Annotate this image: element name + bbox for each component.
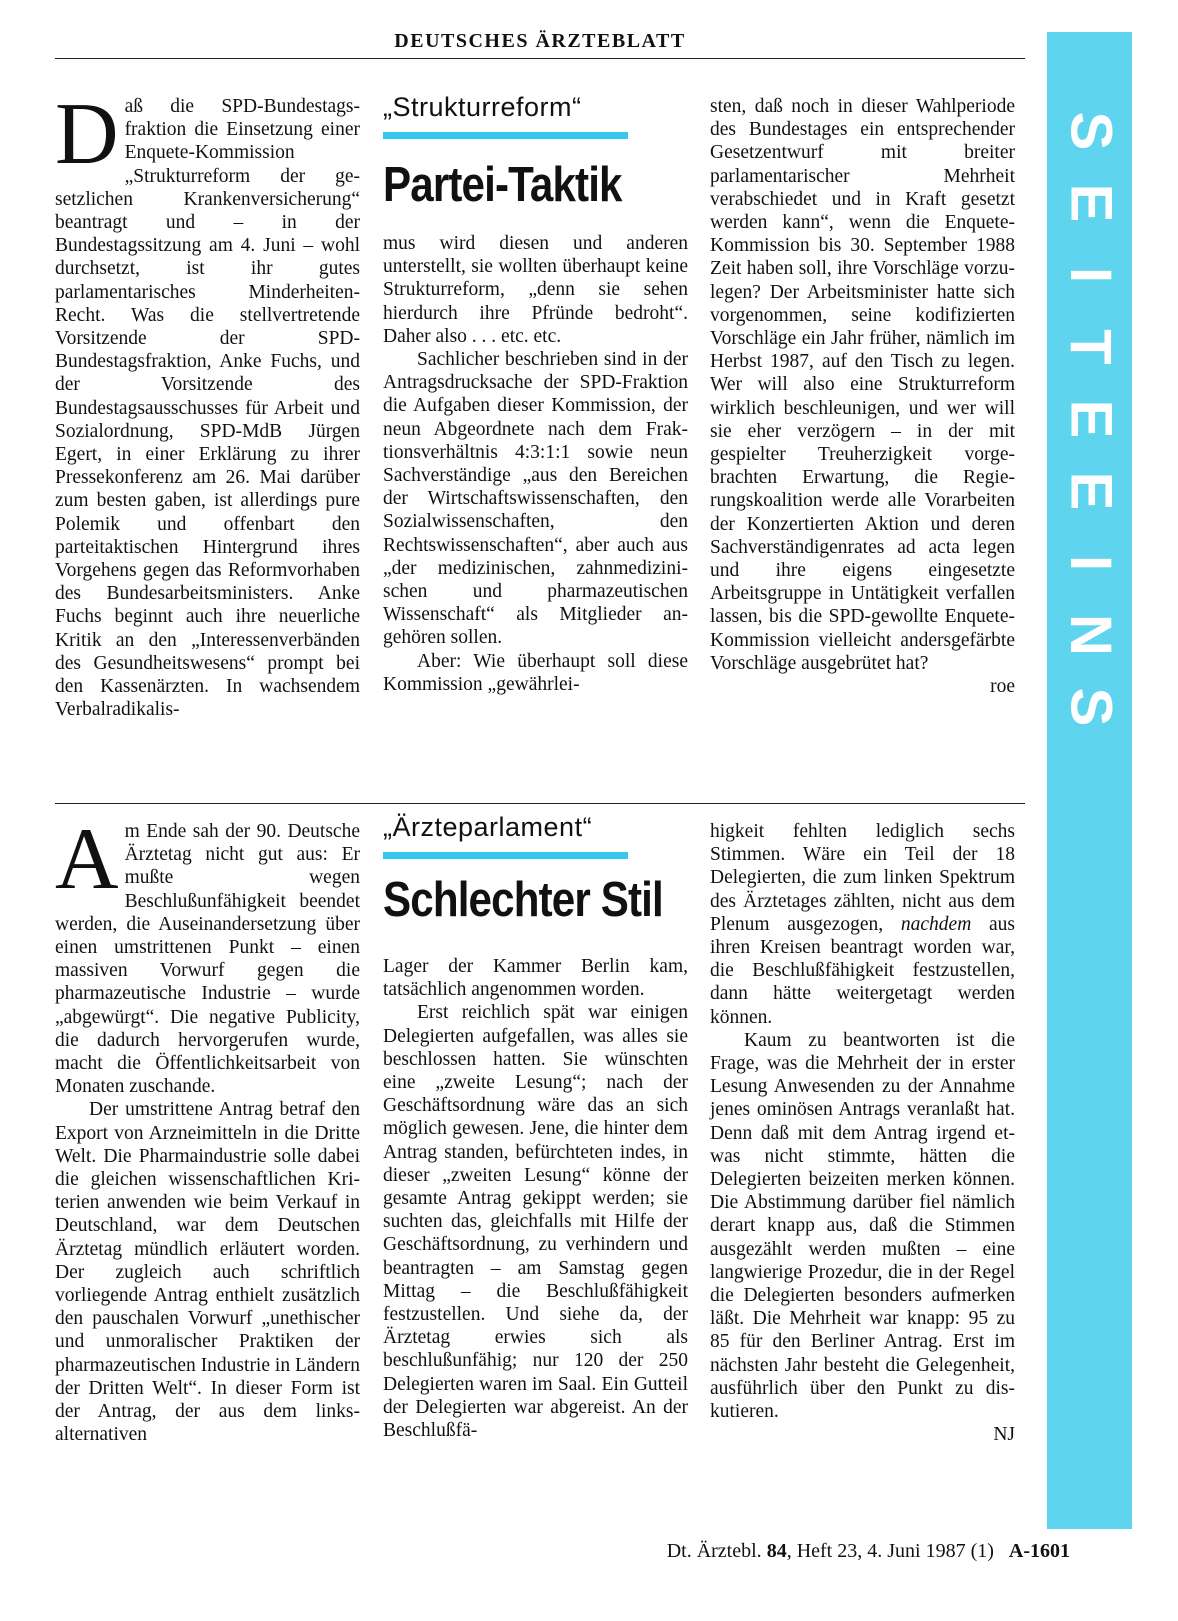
sidebar-letter: I [1058, 266, 1123, 284]
sidebar-letter: E [1058, 399, 1123, 439]
paragraph: Der umstrittene Antrag betraf den Export von Arzneimitteln in die Dritte Welt. Die Pharmaindustrie solle dabei die gleichen wissenschaftlichen Kriterien anwenden wie beim Verkauf in Deutschland, war dem Deutschen Ärztetag mündlich erläutert worden. Der zugleich auch schriftlich vorliegende Antrag enthielt zusätzlich den pauschalen Vorwurf „unethischer und unmoralischer Praktiken der pharmazeutischen Industrie in Ländern der Dritten Welt“. In dieser Form ist der Antrag, der aus dem links-alternativen [55, 1099, 360, 1446]
article1-kicker-underline [383, 132, 628, 139]
sidebar-letters [1055, 95, 1125, 743]
article2-column-1 [55, 811, 360, 1446]
sidebar-letter: E [1058, 183, 1123, 223]
paragraph: Kaum zu beantworten ist die Frage, was die Mehrheit der in erster Lesung Anwesenden zu der Annahme jenes ominösen Antrags veranlaßt hat. Denn daß mit dem Antrag irgend etwas nicht stimmte, hätten die Delegierten beizeiten merken können. Die Abstimmung darüber fiel nämlich derart knapp aus, daß die Stimmen ausgezählt werden mußten – eine langwierige Prozedur, die in der Regel die Delegierten besonders aufmerken läßt. Die Mehrheit war knapp: 95 zu 85 für den Berliner Antrag. Erst im nächsten Jahr besteht die Gelegenheit, ausführlich über den Punkt zu diskutieren. [710, 1029, 1015, 1423]
article1-column-2 [383, 232, 688, 696]
article2-kicker: „Ärzteparlament“ [383, 812, 593, 842]
sidebar-letter: I [1058, 554, 1123, 572]
footer-page-number: A-1601 [1008, 1540, 1070, 1562]
sidebar-letter: N [1057, 614, 1123, 656]
sidebar-letter: E [1058, 471, 1123, 511]
article1-column-1 [55, 86, 360, 721]
paragraph: Sachlicher beschrieben sind in der Antragsdrucksache der SPD-Fraktion die Aufgaben dieser Kommission, der neun Abgeordnete nach dem Fraktionsverhältnis 4:3:1:1 sowie neun Sachverständige „aus den Bereichen der Wirtschaftswissenschaften, den Sozialwissenschaften, den Rechtswissenschaften“, aber auch aus „der medizinischen, zahnmedizinischen und pharmazeutischen Wissenschaft“ als Mitglieder angehören sollen. [383, 349, 688, 649]
sidebar-letter: S [1058, 687, 1123, 727]
article1-dropcap: D [55, 86, 119, 183]
top-rule [55, 58, 1025, 59]
paragraph: higkeit fehlten lediglich sechs Stimmen. Wäre ein Teil der 18 Delegierten, die zum linken Spektrum des Ärztetages zählten, nicht aus dem Plenum ausgezogen, nachdem aus ihren Kreisen beantragt worden war, die Beschlußfähigkeit festzustellen, dann hätte weitergetagt werden können. [710, 821, 1016, 1028]
masthead: DEUTSCHES ÄRZTEBLATT [394, 30, 686, 52]
article2-signature: NJ [993, 1424, 1015, 1446]
article2-col1-text: m Ende sah der 90. Deutsche Ärztetag nicht gut aus: Er mußte wegen Beschlußunfähigkeit beendet werden, die Auseinandersetzung über einen umstrittenen Punkt – einen massiven Vorwurf gegen die pharmazeutische Industrie – wurde „abgewürgt“. Die negative Publicity, die dadurch hervorgerufen wurde, macht die Öffentlichkeitsarbeit von Monaten zuschande. [55, 821, 360, 1098]
article2-kicker-underline [383, 852, 628, 859]
article2-column-3 [710, 820, 1015, 1446]
article2-dropcap: A [55, 811, 119, 908]
paragraph: Aber: Wie überhaupt soll diese Kommission „gewährlei- [383, 650, 688, 695]
article1-col1-text: aß die SPD-Bundestagsfraktion die Einsetzung einer Enquete-Kommission „Strukturreform der gesetzlichen Krankenversicherung“ beantragt und – in der Bundestagssitzung am 4. Juni – wohl durchsetzt, ist ihr gutes parlamentarisches Minderheiten-Recht. Was die stellvertretende Vorsitzende der SPD-Bundestagsfraktion, Anke Fuchs, und der Vorsitzende des Bundestagsausschusses für Arbeit und Sozialordnung, SPD-MdB Jürgen Egert, in einer Erklärung zu ihrer Pressekonferenz am 26. Mai darüber zum besten gaben, ist allerdings pure Polemik und offenbart den parteitaktischen Hintergrund ihres Vorgehens gegen das Reformvorhaben des Bundesarbeitsministers. Anke Fuchs beginnt auch ihre neuerliche Kritik an den „Interessenverbänden des Gesundheitswesens“ prompt bei den Kassenärzten. In wachsendem Verbalradikalis- [55, 96, 360, 721]
article2-headline: Schlechter Stil [383, 873, 663, 927]
emphasis: nachdem [900, 913, 972, 935]
middle-rule [55, 803, 1025, 804]
footer-citation [620, 1540, 1070, 1563]
paragraph: mus wird diesen und anderen unterstellt, sie wollten überhaupt keine Strukturreform, „denn sie sehen hierdurch ihre Pfründe bedroht“. Daher also . . . etc. etc. [383, 233, 688, 347]
paragraph: sten, daß noch in dieser Wahlperiode des Bundestages ein entsprechender Gesetzentwurf mit breiter parlamentarischer Mehrheit verabschiedet und in Kraft gesetzt werden kann“, wenn die Enquete-Kommission bis 30. September 1988 Zeit haben soll, ihre Vorschläge vorzulegen? Der Arbeitsminister hatte sich vorgenommen, seine kodifizierten Vorschläge ein Jahr früher, nämlich im Herbst 1987, auf den Tisch zu legen. Wer will also eine Strukturreform wirklich beschleunigen, und wer will sie eher verzögern – in der mit gespielter Treuherzigkeit vorgebrachten Erwartung, die Regierungskoalition werde alle Vorarbeiten der Konzertierten Aktion und deren Sachverständigenrates ad acta legen und ihre eigens eingesetzte Arbeitsgruppe in Untätigkeit verfallen lassen, bis die SPD-gewollte Enquete-Kommission vielleicht andersgefärbte Vorschläge ausgebrütet hat? [710, 96, 1015, 674]
article2-column-2 [383, 955, 688, 1442]
paragraph: Erst reichlich spät war einigen Delegierten aufgefallen, was alles sie beschlossen hatten. Sie wünschten eine „zweite Lesung“; nach der Geschäftsordnung wäre das an sich möglich gewesen. Jene, die hinter dem Antrag standen, befürchteten indes, in dieser „zweiten Lesung“ könne der gesamte Antrag gekippt werden; sie suchten das, gleichfalls mit Hilfe der Geschäftsordnung, zu verhindern und beantragten – am Samstag gegen Mittag – die Beschlußfähigkeit festzustellen. Und siehe da, der Ärztetag erwies sich als beschlußunfähig; nur 120 der 250 Delegierten waren im Saal. Ein Gutteil der Delegierten war abgereist. An der Beschlußfä- [383, 1002, 688, 1442]
article1-signature: roe [990, 676, 1015, 698]
article1-kicker: „Strukturreform“ [383, 92, 582, 122]
footer-prefix: Dt. Ärztebl. [666, 1540, 762, 1562]
article1-column-3 [710, 95, 1015, 698]
article1-headline: Partei-Taktik [383, 158, 622, 212]
paragraph: Lager der Kammer Berlin kam, tatsächlich angenommen worden. [383, 956, 688, 1001]
sidebar-letter: T [1058, 329, 1123, 365]
sidebar-letter: S [1058, 111, 1123, 151]
footer-issue: , Heft 23, 4. Juni 1987 (1) [786, 1540, 994, 1562]
footer-volume: 84 [766, 1540, 787, 1562]
